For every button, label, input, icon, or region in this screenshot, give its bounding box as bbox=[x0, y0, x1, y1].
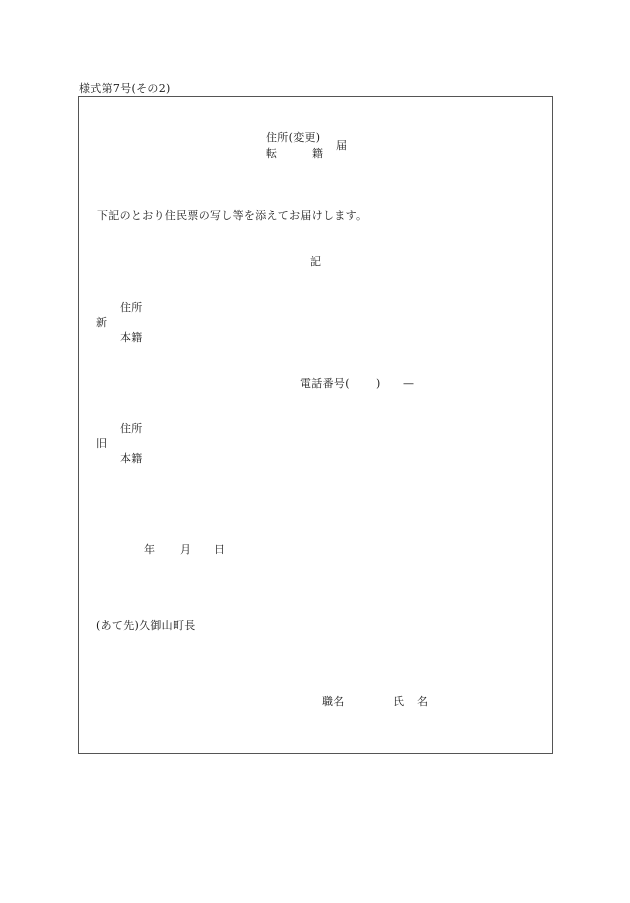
date-year: 年 bbox=[144, 543, 156, 556]
ki-label: 記 bbox=[310, 255, 322, 268]
form-frame bbox=[78, 96, 553, 754]
old-address-label: 住所 bbox=[120, 422, 143, 435]
title-suffix: 届 bbox=[336, 139, 348, 152]
position-label: 職名 bbox=[322, 695, 345, 708]
phone-dash: — bbox=[403, 377, 415, 390]
new-address-label: 住所 bbox=[120, 301, 143, 314]
addressee: (あて先)久御山町長 bbox=[96, 619, 196, 632]
new-label: 新 bbox=[96, 316, 108, 329]
form-number: 様式第7号(その2) bbox=[79, 82, 171, 95]
new-domicile-label: 本籍 bbox=[120, 331, 143, 344]
old-label: 旧 bbox=[96, 437, 108, 450]
intro-text: 下記のとおり住民票の写し等を添えてお届けします。 bbox=[97, 209, 368, 222]
title-line-2-left: 転 bbox=[266, 147, 278, 160]
title-line-1: 住所(変更) bbox=[266, 131, 321, 144]
old-domicile-label: 本籍 bbox=[120, 452, 143, 465]
phone-label: 電話番号( bbox=[300, 377, 350, 390]
phone-close-paren: ) bbox=[376, 377, 381, 390]
name-label-1: 氏 bbox=[393, 695, 405, 708]
date-day: 日 bbox=[214, 543, 226, 556]
date-month: 月 bbox=[180, 543, 192, 556]
title-line-2-right: 籍 bbox=[312, 147, 324, 160]
name-label-2: 名 bbox=[417, 695, 429, 708]
